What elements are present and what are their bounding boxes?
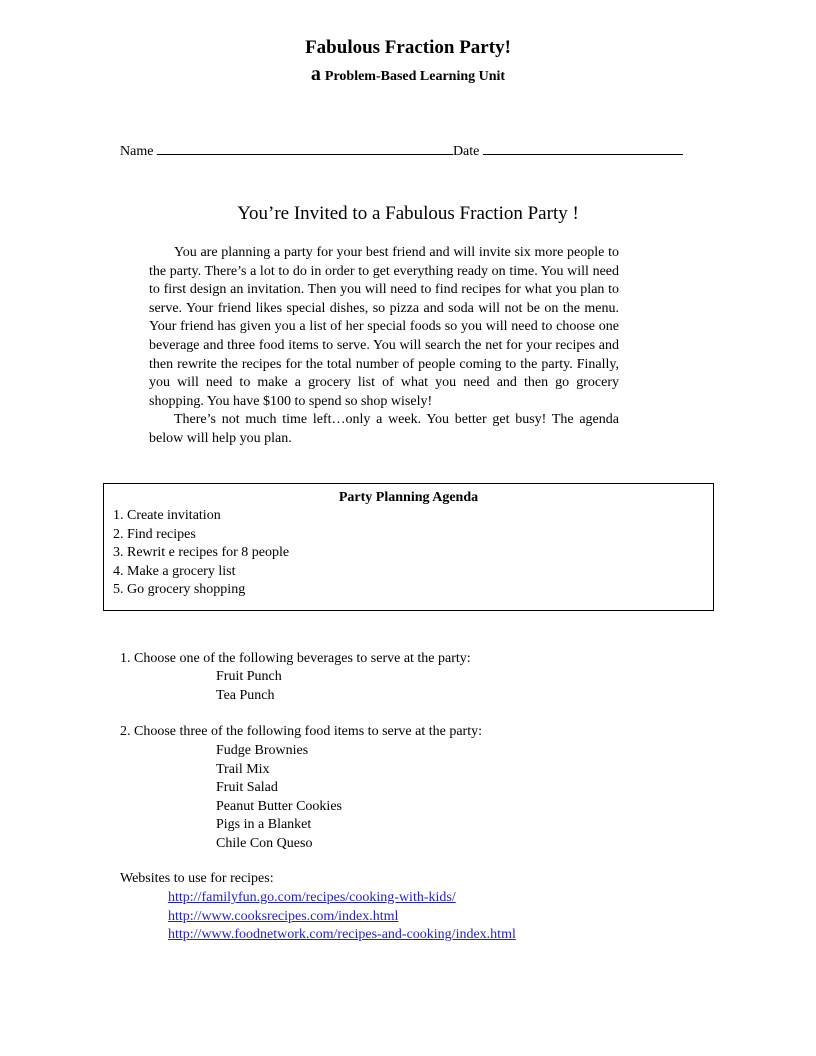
recipe-link[interactable]: http://familyfun.go.com/recipes/cooking-with-kids/ <box>168 890 456 905</box>
page-title: Fabulous Fraction Party! <box>305 37 511 58</box>
name-date-row <box>120 141 683 161</box>
agenda-title: Party Planning Agenda <box>338 490 479 505</box>
question-food: 2. Choose three of the following food items to serve at the party: <box>120 724 482 739</box>
food-options <box>216 742 342 853</box>
page-subtitle <box>0 64 816 87</box>
option-item: Fudge Brownies <box>216 743 309 758</box>
option-item: Chile Con Queso <box>216 835 313 851</box>
agenda-item: 1. Create invitation <box>113 508 221 523</box>
option-item: Trail Mix <box>216 761 270 777</box>
recipe-link[interactable]: http://www.foodnetwork.com/recipes-and-cooking/index.html <box>168 927 516 942</box>
date-label: Date <box>452 144 480 159</box>
option-item: Pigs in a Blanket <box>216 817 312 832</box>
intro-paragraph: You are planning a party for your best friend and will invite six more people to the party. There’s a lot to do in order to get everything ready on time. You will need to first design an invitation. Then you will need to find recipes for what you plan to serve. Your friend likes special dishes, so pizza and soda will not be on the menu. Your friend has given you a list of her special foods so you will need to choose one beverage and three food items to serve. You will search the net for your recipes and then rewrite the recipes for the total number of people coming to the party. Finally, you will need to make a grocery list of what you need and then go grocery shopping. You have $100 to spend so shop wisely! <box>149 245 619 409</box>
option-item: Fruit Punch <box>216 669 282 684</box>
beverage-options <box>216 668 282 705</box>
subtitle-prefix: a <box>310 63 321 85</box>
agenda-item: 5. Go grocery shopping <box>113 582 246 597</box>
option-item: Fruit Salad <box>216 780 278 795</box>
agenda-item: 2. Find recipes <box>113 526 196 542</box>
option-item: Tea Punch <box>216 687 275 703</box>
name-field[interactable] <box>157 141 453 155</box>
websites-label: Websites to use for recipes: <box>120 871 274 886</box>
recipe-link[interactable]: http://www.cooksrecipes.com/index.html <box>168 908 399 924</box>
websites-links <box>168 889 516 945</box>
date-field[interactable] <box>483 141 683 155</box>
option-item: Peanut Butter Cookies <box>216 798 342 814</box>
subtitle-text: Problem-Based Learning Unit <box>324 69 506 84</box>
agenda-list <box>104 507 713 600</box>
intro-text <box>149 244 619 449</box>
agenda-item: 3. Rewrit e recipes for 8 people <box>113 545 290 560</box>
invitation-heading: You’re Invited to a Fabulous Fraction Party ! <box>237 203 579 224</box>
intro-paragraph: There’s not much time left…only a week. You better get busy! The agenda below will help you plan. <box>149 412 619 446</box>
agenda-item: 4. Make a grocery list <box>113 563 236 579</box>
name-label: Name <box>120 144 154 159</box>
question-beverage: 1. Choose one of the following beverages to serve at the party: <box>120 651 471 666</box>
agenda-box <box>103 483 714 611</box>
